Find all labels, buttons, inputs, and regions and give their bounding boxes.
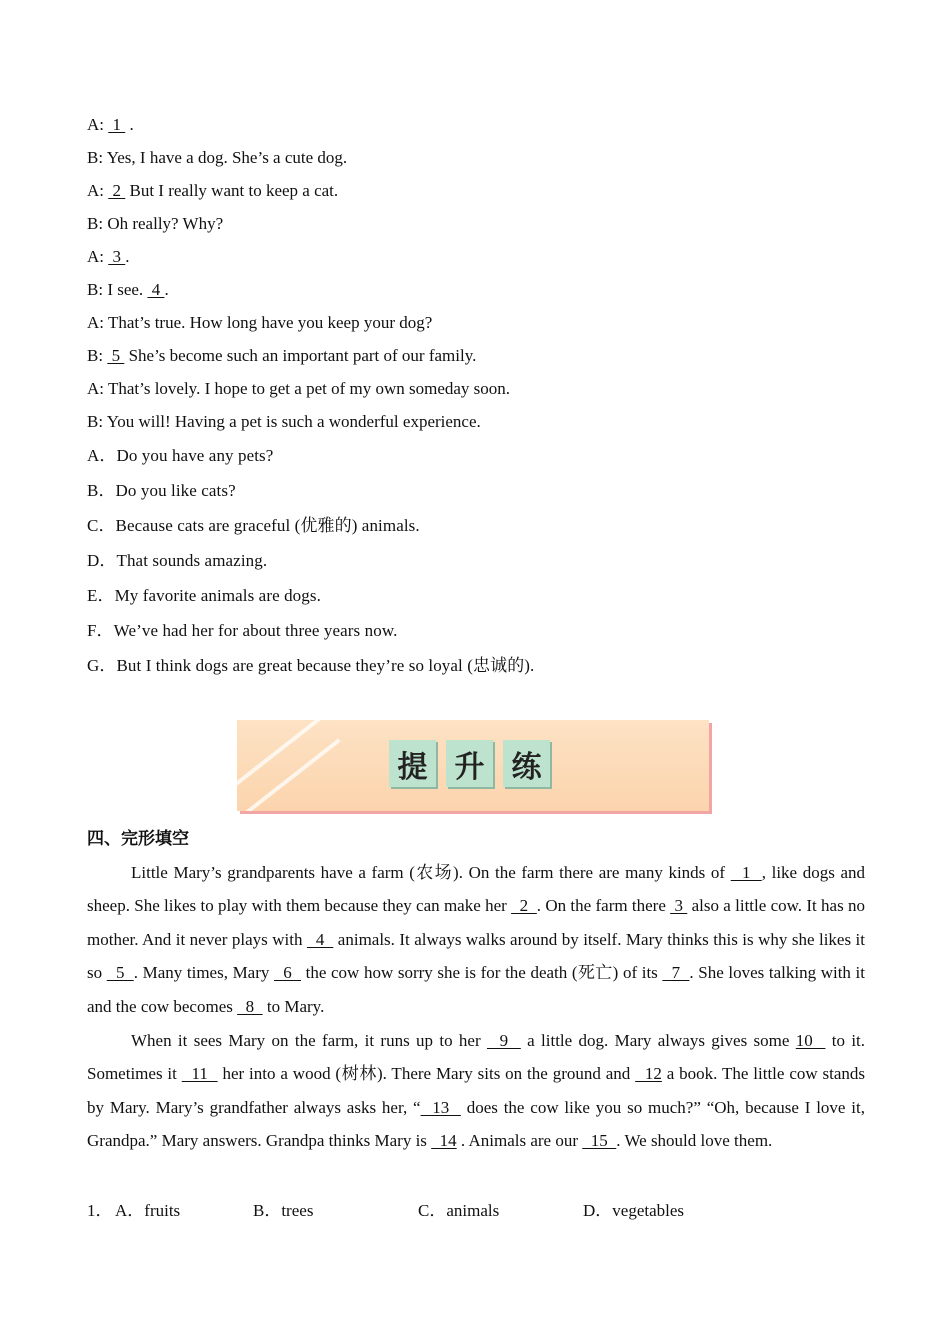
option-item: D．That sounds amazing. [87, 551, 268, 570]
passage-text: When it sees Mary on the farm, it runs up to her [131, 1031, 487, 1050]
banner-stripe [243, 738, 340, 811]
speaker-label: B: [87, 280, 104, 299]
passage-text: . On the farm there [536, 896, 671, 916]
cloze-blank[interactable]: 3 [670, 896, 688, 916]
cloze-blank[interactable]: 10 [795, 1031, 826, 1050]
passage-text: the cow how sorry she is for the death (死亡) of its [301, 963, 663, 983]
passage-text: animals. It always walks around by itself. Mary thinks this is why she likes it so [87, 929, 865, 983]
banner-char: 提 [389, 740, 436, 787]
dialogue-line [87, 213, 223, 235]
cloze-blank[interactable]: 6 [274, 963, 301, 983]
cloze-blank[interactable]: 4 [306, 929, 334, 949]
option-item: B．Do you like cats? [87, 481, 236, 500]
speaker-label: A: [87, 247, 104, 266]
dialogue-text: But I really want to keep a cat. [125, 181, 339, 200]
passage-text: a little dog. Mary always gives some [520, 1031, 796, 1050]
answer-blank[interactable]: 5 [107, 346, 125, 365]
dialogue-text: . [125, 247, 130, 266]
dialogue-line [87, 312, 432, 334]
banner-char: 练 [503, 740, 550, 787]
answer-blank[interactable]: 3 [108, 247, 126, 266]
section-title: 四、完形填空 [87, 829, 189, 849]
passage-text: Little Mary’s grandparents have a farm (农场). On the farm there are many kinds of [131, 863, 731, 882]
cloze-blank[interactable]: 8 [237, 996, 263, 1016]
cloze-blank[interactable]: 13 [420, 1097, 461, 1117]
cloze-blank[interactable]: 2 [511, 896, 537, 916]
section-heading [87, 828, 189, 850]
dialogue-text: That’s true. How long have you keep your dog? [107, 313, 433, 332]
speaker-label: A: [87, 379, 104, 398]
speaker-label: B: [87, 214, 104, 233]
option-item: F．We’ve had her for about three years now. [87, 621, 398, 640]
question-1 [87, 1196, 685, 1221]
dialogue-text: . [125, 115, 134, 134]
speaker-label: B: [87, 148, 104, 167]
choice-c[interactable]: C．animals [418, 1201, 500, 1220]
option-item: C．Because cats are graceful (优雅的) animals. [87, 516, 420, 535]
dialogue-text: You will! Having a pet is such a wonderful experience. [106, 412, 481, 431]
cloze-blank[interactable]: 12 [635, 1064, 662, 1084]
dialogue-line [87, 246, 130, 268]
option-item: E．My favorite animals are dogs. [87, 586, 321, 605]
dialogue-line [87, 147, 347, 169]
passage-paragraph-2 [87, 1024, 865, 1158]
passage-text: , like dogs and sheep. She likes to play with them because they can make her [87, 863, 865, 916]
cloze-blank[interactable]: 11 [181, 1064, 218, 1084]
banner-title [389, 740, 550, 787]
dialogue-text: Oh really? Why? [107, 214, 224, 233]
cloze-blank[interactable]: 5 [106, 963, 134, 983]
passage-text: her into a wood (树林). There Mary sits on the ground and [217, 1064, 636, 1084]
speaker-label: A: [87, 181, 104, 200]
dialogue-line [87, 411, 481, 433]
banner-char: 升 [446, 740, 493, 787]
passage-text: to it. Sometimes it [87, 1031, 866, 1084]
passage-text: . Animals are our [456, 1131, 583, 1151]
choice-a[interactable]: A．fruits [115, 1201, 181, 1220]
dialogue-line [87, 345, 476, 367]
dialogue-line [87, 378, 510, 400]
speaker-label: A: [87, 313, 104, 332]
cloze-blank[interactable]: 9 [486, 1031, 521, 1050]
passage-paragraph-1 [87, 856, 865, 1023]
answer-blank[interactable]: 1 [108, 115, 126, 134]
dialogue-text: That’s lovely. I hope to get a pet of my own someday soon. [107, 379, 511, 398]
passage-text: . She loves talking with it and the cow becomes [87, 963, 866, 1016]
passage-text: also a little cow. It has no mother. And it never plays with [87, 896, 866, 949]
dialogue-line [87, 114, 134, 136]
dialogue-text: I see. [107, 280, 148, 299]
dialogue-line [87, 180, 338, 202]
choice-d[interactable]: D．vegetables [583, 1201, 685, 1220]
banner-stripe [237, 720, 326, 791]
option-item: G．But I think dogs are great because they’re so loyal (忠诚的). [87, 656, 535, 675]
speaker-label: B: [87, 412, 104, 431]
section-banner [237, 720, 713, 815]
dialogue-line [87, 279, 169, 301]
answer-blank[interactable]: 4 [147, 280, 165, 299]
option-item: A．Do you have any pets? [87, 446, 274, 465]
cloze-blank[interactable]: 1 [730, 863, 762, 882]
passage-text: . Many times, Mary [133, 963, 275, 983]
speaker-label: A: [87, 115, 104, 134]
answer-blank[interactable]: 2 [108, 181, 126, 200]
cloze-blank[interactable]: 14 [431, 1131, 457, 1151]
passage-text: a book. The little cow stands by Mary. Mary’s grandfather always asks her, “ [87, 1064, 866, 1117]
cloze-blank[interactable]: 7 [662, 963, 690, 983]
passage-text: does the cow like you so much?” “Oh, because I love it, Grandpa.” Mary answers. Grandpa thinks Mary is [87, 1097, 866, 1151]
question-number: 1． [87, 1201, 113, 1220]
dialogue-text: Yes, I have a dog. She’s a cute dog. [106, 148, 348, 167]
speaker-label: B: [87, 346, 104, 365]
choice-b[interactable]: B．trees [253, 1201, 314, 1220]
cloze-blank[interactable]: 15 [582, 1131, 617, 1151]
passage-text: . We should love them. [616, 1131, 773, 1151]
dialogue-text: She’s become such an important part of our family. [124, 346, 477, 365]
dialogue-text: . [164, 280, 169, 299]
passage-text: to Mary. [262, 996, 325, 1016]
